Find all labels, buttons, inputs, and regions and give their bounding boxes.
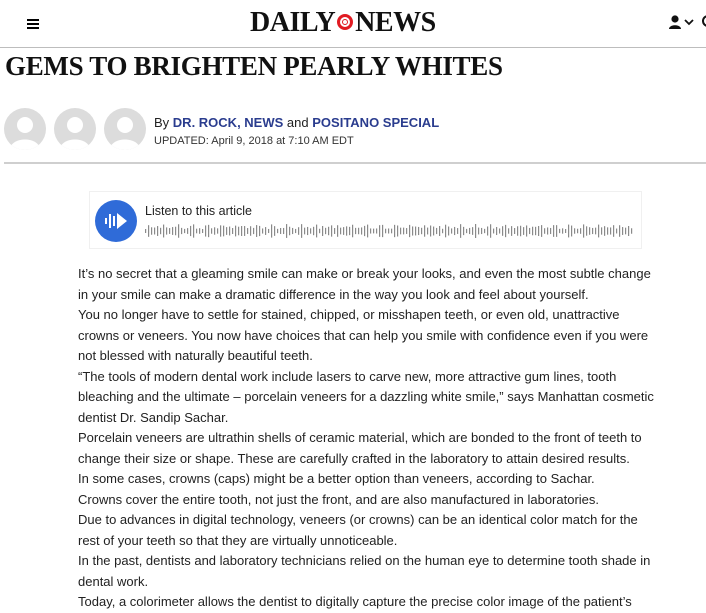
updated-timestamp: UPDATED: April 9, 2018 at 7:10 AM EDT: [154, 135, 354, 147]
user-icon: [668, 14, 698, 32]
play-button[interactable]: [95, 200, 137, 242]
article-line: change their size or shape. These are carefully crafted in the laboratory to attain desired results.: [78, 450, 630, 466]
article-line: bleaching and the ultimate – porcelain veneers for a dazzling white smile,” says Manhattan cosmetic: [78, 389, 654, 404]
chevron-down-icon: [685, 20, 693, 24]
article-line: crowns or veneers. You now have choices that can help you smile with confidence even if you were: [78, 327, 649, 343]
article-headline: GEMS TO BRIGHTEN PEARLY WHITES: [5, 51, 503, 81]
article-line: dental work.: [78, 573, 149, 589]
avatar[interactable]: [4, 108, 46, 150]
avatar[interactable]: [54, 108, 96, 150]
audio-waveform[interactable]: [145, 222, 635, 240]
byline-prefix: By: [154, 115, 170, 130]
top-bar: [0, 0, 706, 48]
byline-conjunction: and: [286, 115, 309, 130]
article-line: in your smile can make a dramatic difference in the way you look and feel about yourself.: [78, 286, 589, 302]
article-line: “The tools of modern dental work include lasers to carve new, more attractive gum lines, tooth: [78, 368, 617, 384]
author-link[interactable]: DR. ROCK, NEWS: [172, 115, 284, 130]
hamburger-menu-icon[interactable]: [27, 19, 39, 29]
avatar[interactable]: [104, 108, 146, 150]
author-link[interactable]: POSITANO SPECIAL: [312, 115, 440, 130]
search-icon[interactable]: [700, 14, 706, 30]
article-line: You no longer have to settle for stained, chipped, or misshapen teeth, or even old, unattractive: [78, 307, 620, 322]
audio-player: [90, 192, 641, 248]
article-line: Today, a colorimeter allows the dentist to digitally capture the precise color image of the patient’s: [78, 594, 632, 609]
logo-seal-icon: [337, 14, 353, 30]
article-line: Due to advances in digital technology, veneers (or crowns) can be an identical color match for the: [78, 512, 638, 527]
site-logo[interactable]: [250, 8, 484, 38]
article-line: It’s no secret that a gleaming smile can make or break your looks, and even the most subtle change: [78, 266, 651, 281]
article-line: Porcelain veneers are ultrathin shells of ceramic material, which are bonded to the front of teeth to: [78, 430, 642, 445]
byline-authors: [154, 115, 439, 131]
article-line: rest of your teeth so that they are virtually unnoticeable.: [78, 532, 398, 548]
article-line: not blessed with naturally beautiful teeth.: [78, 348, 313, 363]
audio-title: Listen to this article: [145, 204, 252, 218]
user-menu[interactable]: [668, 14, 698, 32]
divider: [4, 162, 706, 164]
logo-word-news: NEWS: [355, 7, 436, 38]
article-line: In some cases, crowns (caps) might be a better option than veneers, according to Sachar.: [78, 471, 595, 486]
play-icon: [104, 211, 128, 231]
article-line: dentist Dr. Sandip Sachar.: [78, 409, 229, 425]
article-body: [78, 264, 678, 613]
logo-word-daily: DAILY: [250, 7, 336, 38]
byline: [154, 115, 439, 148]
article-line: Crowns cover the entire tooth, not just the front, and are also manufactured in laboratories.: [78, 491, 600, 507]
article-line: In the past, dentists and laboratory technicians relied on the human eye to determine tooth shade in: [78, 553, 651, 568]
